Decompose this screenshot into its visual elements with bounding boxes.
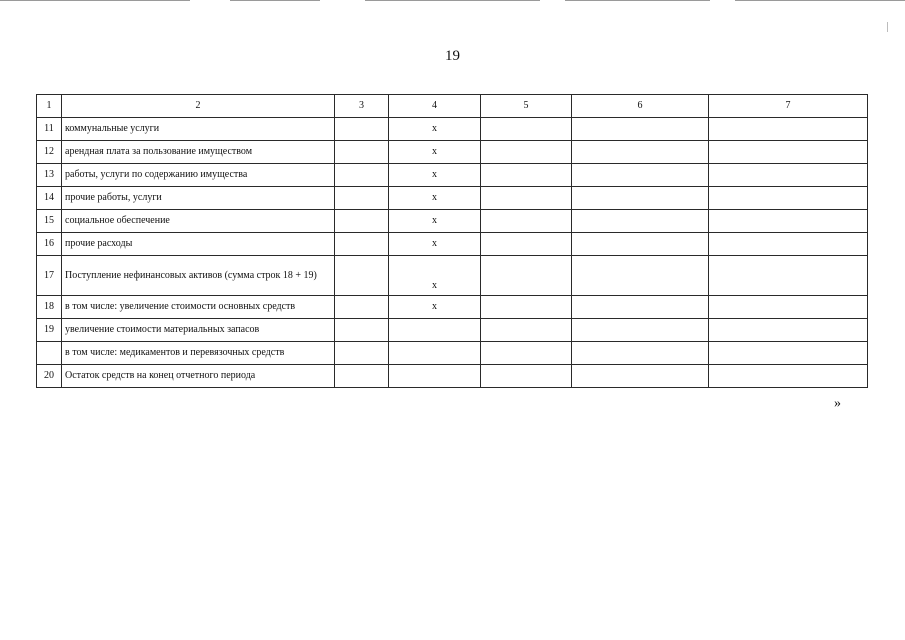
scan-edge-line — [230, 0, 320, 1]
row-number: 11 — [37, 118, 62, 141]
column-header: 7 — [709, 95, 868, 118]
table-cell — [335, 365, 389, 388]
row-label: социальное обеспечение — [62, 210, 335, 233]
page-number: 19 — [445, 48, 460, 64]
table-cell — [572, 118, 709, 141]
table-cell — [481, 164, 572, 187]
scan-edge-line — [565, 0, 710, 1]
row-number: 12 — [37, 141, 62, 164]
table-row — [37, 342, 868, 365]
table-cell — [389, 342, 481, 365]
table-cell: x — [389, 210, 481, 233]
row-number: 17 — [37, 256, 62, 296]
table-cell — [335, 187, 389, 210]
header-row — [37, 95, 868, 118]
row-number: 19 — [37, 319, 62, 342]
table-row — [37, 141, 868, 164]
row-label: прочие расходы — [62, 233, 335, 256]
column-header: 5 — [481, 95, 572, 118]
table-cell — [709, 365, 868, 388]
table-cell — [335, 319, 389, 342]
column-header: 6 — [572, 95, 709, 118]
table-row — [37, 164, 868, 187]
row-number — [37, 342, 62, 365]
row-label: коммунальные услуги — [62, 118, 335, 141]
table-cell — [481, 319, 572, 342]
row-label: в том числе: увеличение стоимости основных средств — [62, 296, 335, 319]
table-cell — [572, 342, 709, 365]
row-number: 16 — [37, 233, 62, 256]
row-label: Остаток средств на конец отчетного периода — [62, 365, 335, 388]
scan-mark — [887, 22, 888, 32]
table-cell — [335, 342, 389, 365]
row-number: 15 — [37, 210, 62, 233]
table-row — [37, 256, 868, 296]
table-cell — [572, 296, 709, 319]
table-row — [37, 233, 868, 256]
table-cell — [572, 256, 709, 296]
scan-edge-line — [0, 0, 190, 1]
row-number: 14 — [37, 187, 62, 210]
table-cell — [572, 233, 709, 256]
table-cell — [709, 210, 868, 233]
table-cell — [335, 296, 389, 319]
table-cell: x — [389, 164, 481, 187]
table-cell: x — [389, 141, 481, 164]
table-row — [37, 187, 868, 210]
scan-edge-line — [365, 0, 540, 1]
table-cell — [709, 233, 868, 256]
table-cell — [335, 233, 389, 256]
table-cell — [709, 164, 868, 187]
table-cell: x — [389, 256, 481, 296]
row-label: в том числе: медикаментов и перевязочных средств — [62, 342, 335, 365]
table-cell — [481, 141, 572, 164]
column-header: 4 — [389, 95, 481, 118]
table-cell — [481, 365, 572, 388]
table-cell — [709, 342, 868, 365]
column-header: 2 — [62, 95, 335, 118]
row-label: арендная плата за пользование имуществом — [62, 141, 335, 164]
table-cell: x — [389, 296, 481, 319]
row-label: Поступление нефинансовых активов (сумма строк 18 + 19) — [62, 256, 335, 296]
table-row — [37, 319, 868, 342]
table-cell — [335, 164, 389, 187]
table-cell — [709, 187, 868, 210]
table-cell — [335, 256, 389, 296]
row-number: 18 — [37, 296, 62, 319]
table-cell — [335, 141, 389, 164]
table-cell — [335, 118, 389, 141]
table-cell — [572, 319, 709, 342]
table-cell — [481, 256, 572, 296]
table-cell: x — [389, 233, 481, 256]
table-cell — [481, 233, 572, 256]
table-cell — [572, 365, 709, 388]
row-label: работы, услуги по содержанию имущества — [62, 164, 335, 187]
row-number: 20 — [37, 365, 62, 388]
report-table — [36, 94, 868, 388]
table-row — [37, 296, 868, 319]
table-cell — [709, 118, 868, 141]
table-cell — [389, 319, 481, 342]
column-header: 1 — [37, 95, 62, 118]
table-cell — [709, 141, 868, 164]
table-row — [37, 118, 868, 141]
table-cell: x — [389, 187, 481, 210]
table-cell — [481, 187, 572, 210]
table-cell — [572, 141, 709, 164]
table-cell — [709, 256, 868, 296]
table-cell — [709, 296, 868, 319]
table-cell — [335, 210, 389, 233]
scan-edge-line — [735, 0, 905, 1]
table-row — [37, 210, 868, 233]
table-cell — [481, 296, 572, 319]
table-row — [37, 365, 868, 388]
table-cell — [572, 187, 709, 210]
table-cell — [389, 365, 481, 388]
column-header: 3 — [335, 95, 389, 118]
row-label: прочие работы, услуги — [62, 187, 335, 210]
table-cell — [572, 210, 709, 233]
row-label: увеличение стоимости материальных запасов — [62, 319, 335, 342]
table-cell: x — [389, 118, 481, 141]
table-cell — [709, 319, 868, 342]
table-cell — [481, 210, 572, 233]
table-cell — [481, 118, 572, 141]
table-cell — [572, 164, 709, 187]
closing-quote-mark: » — [834, 396, 841, 411]
table-cell — [481, 342, 572, 365]
row-number: 13 — [37, 164, 62, 187]
